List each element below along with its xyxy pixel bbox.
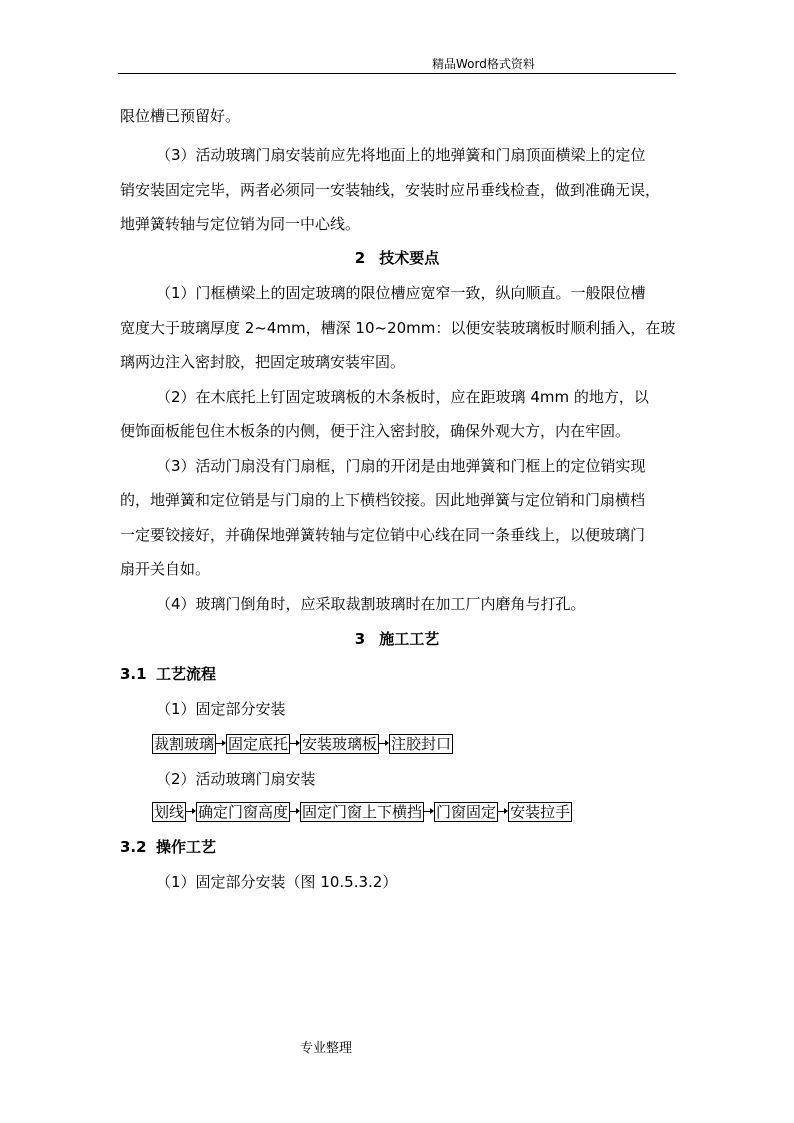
- section-number: 3: [354, 630, 366, 648]
- subsection-heading-3-2: [120, 837, 680, 857]
- arrow-right-icon: [379, 740, 389, 748]
- body-line: （1）固定部分安装（图 10.5.3.2）: [156, 873, 398, 891]
- subsection-number: 3.2: [120, 838, 147, 856]
- process-flow-fixed: [152, 733, 453, 755]
- body-line: （4）玻璃门倒角时，应采取裁割玻璃时在加工厂内磨角与打孔。: [156, 595, 586, 613]
- arrow-right-icon: [498, 808, 508, 816]
- subsection-title: 操作工艺: [156, 838, 217, 856]
- body-line: 便饰面板能包住木板条的内侧，便于注入密封胶，确保外观大方，内在牢固。: [120, 422, 631, 440]
- flow-step: 门窗固定: [436, 803, 497, 821]
- flow-step: 固定底托: [228, 735, 289, 753]
- arrow-right-icon: [290, 740, 300, 748]
- arrow-right-icon: [424, 808, 434, 816]
- page-header: 精品Word格式资料: [432, 57, 535, 71]
- arrow-right-icon: [216, 740, 226, 748]
- body-line: 的，地弹簧和定位销是与门扇的上下横档铰接。因此地弹簧与定位销和门扇横档: [120, 491, 646, 509]
- flow-step: 确定门窗高度: [198, 803, 289, 821]
- flow-label: （2）活动玻璃门扇安装: [156, 770, 316, 788]
- body-line: 宽度大于玻璃厚度 2~4mm，槽深 10~20mm：以便安装玻璃板时顺利插入，在玻: [120, 319, 676, 337]
- subsection-heading-3-1: [120, 664, 680, 684]
- flow-label: （1）固定部分安装: [156, 700, 286, 718]
- section-number: 2: [354, 249, 366, 267]
- arrow-right-icon: [290, 808, 300, 816]
- section-heading-3: [0, 629, 794, 649]
- body-line: 销安装固定完毕，两者必须同一安装轴线，安装时应吊垂线检查，做到准确无误，: [120, 181, 661, 199]
- section-heading-2: [0, 248, 794, 268]
- subsection-title: 工艺流程: [156, 665, 217, 683]
- body-line: 扇开关自如。: [120, 560, 211, 578]
- body-line: 璃两边注入密封胶，把固定玻璃安装牢固。: [120, 353, 406, 371]
- flow-step: 注胶封口: [391, 735, 452, 753]
- subsection-number: 3.1: [120, 665, 147, 683]
- body-line: （3）活动玻璃门扇安装前应先将地面上的地弹簧和门扇顶面横梁上的定位: [156, 146, 646, 164]
- flow-step: 固定门窗上下横挡: [302, 803, 423, 821]
- body-line: 地弹簧转轴与定位销为同一中心线。: [120, 215, 361, 233]
- body-line: （3）活动门扇没有门扇框，门扇的开闭是由地弹簧和门框上的定位销实现: [156, 457, 646, 475]
- section-title: 施工工艺: [379, 630, 440, 648]
- body-line: 一定要铰接好，并确保地弹簧转轴与定位销中心线在同一条垂线上，以便玻璃门: [120, 526, 646, 544]
- flow-step: 安装玻璃板: [302, 735, 378, 753]
- page-footer: 专业整理: [300, 1041, 353, 1056]
- section-title: 技术要点: [379, 249, 440, 267]
- flow-step: 划线: [154, 803, 185, 821]
- body-line: （2）在木底托上钉固定玻璃板的木条板时，应在距玻璃 4mm 的地方，以: [156, 388, 649, 406]
- flow-step: 裁割玻璃: [154, 735, 215, 753]
- header-divider: [118, 73, 676, 74]
- body-line: 限位槽已预留好。: [120, 107, 241, 125]
- process-flow-active-door: [152, 801, 572, 823]
- flow-step: 安装拉手: [510, 803, 571, 821]
- body-line: （1）门框横梁上的固定玻璃的限位槽应宽窄一致，纵向顺直。一般限位槽: [156, 284, 646, 302]
- arrow-right-icon: [186, 808, 196, 816]
